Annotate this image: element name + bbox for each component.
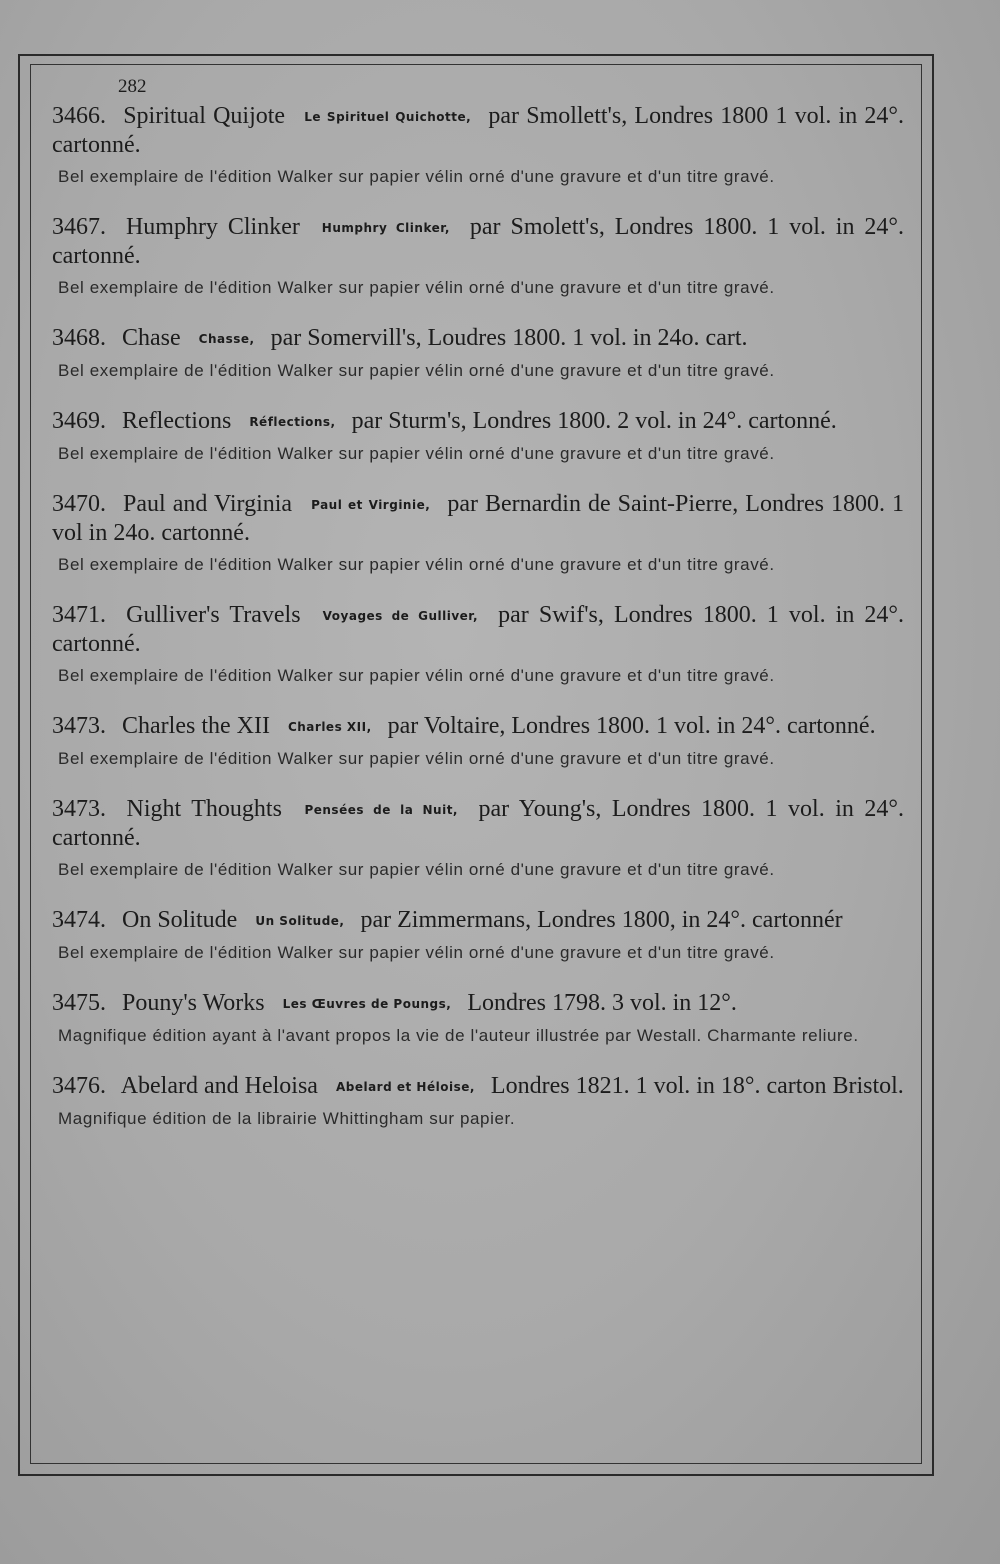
title-english: Spiritual Quijote bbox=[123, 103, 286, 129]
lot-number: 3473. bbox=[52, 796, 106, 822]
entry-note: Bel exemplaire de l'édition Walker sur papier vélin orné d'une gravure et d'un titre gravé. bbox=[58, 666, 775, 685]
entry-details: par Bernardin de Saint-Pierre, Londres 1800. 1 vol in 24o. cartonné. bbox=[52, 491, 905, 546]
title-english: Humphry Clinker bbox=[125, 214, 300, 240]
entry-title-line bbox=[52, 407, 904, 436]
entry-title-line bbox=[52, 601, 904, 658]
catalog-entry bbox=[48, 1072, 904, 1131]
entry-title-line bbox=[52, 1072, 904, 1101]
catalog-entry bbox=[48, 712, 904, 771]
catalog-entry bbox=[48, 407, 904, 466]
entry-title-line bbox=[52, 102, 904, 159]
entry-note: Bel exemplaire de l'édition Walker sur papier vélin orné d'une gravure et d'un titre gravé. bbox=[58, 361, 775, 380]
entry-title-line bbox=[52, 324, 904, 353]
title-english: Night Thoughts bbox=[126, 796, 282, 822]
entry-details: par Smollett's, Londres 1800 1 vol. in 24°. cartonné. bbox=[52, 103, 904, 158]
entry-title-line bbox=[52, 989, 904, 1018]
lot-number: 3468. bbox=[52, 325, 106, 351]
entry-note: Bel exemplaire de l'édition Walker sur papier vélin orné d'une gravure et d'un titre gravé. bbox=[58, 167, 775, 186]
title-french: Les Œuvres de Poungs, bbox=[282, 997, 452, 1011]
page-content bbox=[48, 74, 904, 1155]
entry-title-line bbox=[52, 490, 904, 547]
entry-title-line bbox=[52, 712, 904, 741]
catalog-entry bbox=[48, 795, 904, 882]
entry-note: Bel exemplaire de l'édition Walker sur papier vélin orné d'une gravure et d'un titre gravé. bbox=[58, 943, 775, 962]
lot-number: 3467. bbox=[52, 214, 106, 240]
title-french: Humphry Clinker, bbox=[321, 221, 450, 235]
entry-details: par Voltaire, Londres 1800. 1 vol. in 24°. cartonné. bbox=[387, 713, 876, 739]
title-english: Abelard and Heloisa bbox=[120, 1073, 318, 1099]
lot-number: 3470. bbox=[52, 491, 106, 517]
entry-details: par Young's, Londres 1800. 1 vol. in 24°. cartonné. bbox=[52, 796, 905, 851]
entry-details: Londres 1798. 3 vol. in 12°. bbox=[467, 990, 737, 1016]
title-french: Charles XII, bbox=[287, 720, 372, 734]
entry-note: Bel exemplaire de l'édition Walker sur papier vélin orné d'une gravure et d'un titre gravé. bbox=[58, 278, 775, 297]
title-french: Abelard et Héloise, bbox=[335, 1080, 475, 1094]
title-french: Pensées de la Nuit, bbox=[304, 803, 458, 817]
lot-number: 3473. bbox=[52, 713, 106, 739]
title-english: Charles the XII bbox=[122, 713, 270, 739]
title-english: Pouny's Works bbox=[122, 990, 265, 1016]
title-french: Réflections, bbox=[249, 415, 336, 429]
entry-note: Bel exemplaire de l'édition Walker sur papier vélin orné d'une gravure et d'un titre gravé. bbox=[58, 444, 775, 463]
entry-title-line bbox=[52, 906, 904, 935]
entry-list bbox=[48, 102, 904, 1131]
entry-note: Magnifique édition de la librairie Whittingham sur papier. bbox=[58, 1109, 516, 1128]
title-english: On Solitude bbox=[122, 907, 238, 933]
entry-details: par Smolett's, Londres 1800. 1 vol. in 24°. cartonné. bbox=[52, 214, 905, 269]
catalog-entry bbox=[48, 601, 904, 688]
entry-details: par Zimmermans, Londres 1800, in 24°. cartonnér bbox=[360, 907, 843, 933]
entry-note: Magnifique édition ayant à l'avant propos la vie de l'auteur illustrée par Westall. Charmante reliure. bbox=[58, 1026, 859, 1045]
title-french: Un Solitude, bbox=[255, 914, 345, 928]
catalog-entry bbox=[48, 906, 904, 965]
entry-note: Bel exemplaire de l'édition Walker sur papier vélin orné d'une gravure et d'un titre gravé. bbox=[58, 749, 775, 768]
entry-title-line bbox=[52, 213, 904, 270]
title-english: Gulliver's Travels bbox=[126, 602, 301, 628]
lot-number: 3471. bbox=[52, 602, 106, 628]
catalog-entry bbox=[48, 102, 904, 189]
catalog-entry bbox=[48, 989, 904, 1048]
entry-details: par Somervill's, Loudres 1800. 1 vol. in 24o. cart. bbox=[270, 325, 748, 351]
catalog-entry bbox=[48, 490, 904, 577]
catalog-entry bbox=[48, 324, 904, 383]
lot-number: 3466. bbox=[52, 103, 106, 129]
title-french: Chasse, bbox=[198, 332, 255, 346]
lot-number: 3475. bbox=[52, 990, 106, 1016]
entry-title-line bbox=[52, 795, 904, 852]
catalog-entry bbox=[48, 213, 904, 300]
entry-details: Londres 1821. 1 vol. in 18°. carton Bristol. bbox=[490, 1073, 904, 1099]
lot-number: 3474. bbox=[52, 907, 106, 933]
page-number: 282 bbox=[118, 76, 147, 97]
title-english: Chase bbox=[122, 325, 181, 351]
entry-details: par Swif's, Londres 1800. 1 vol. in 24°. cartonné. bbox=[52, 602, 905, 657]
entry-note: Bel exemplaire de l'édition Walker sur papier vélin orné d'une gravure et d'un titre gravé. bbox=[58, 860, 775, 879]
title-french: Voyages de Gulliver, bbox=[322, 609, 479, 623]
title-english: Paul and Virginia bbox=[123, 491, 293, 517]
lot-number: 3476. bbox=[52, 1073, 106, 1099]
title-french: Paul et Virginie, bbox=[311, 498, 431, 512]
entry-note: Bel exemplaire de l'édition Walker sur papier vélin orné d'une gravure et d'un titre gravé. bbox=[58, 555, 775, 574]
entry-details: par Sturm's, Londres 1800. 2 vol. in 24°. cartonné. bbox=[351, 408, 837, 434]
title-english: Reflections bbox=[122, 408, 232, 434]
lot-number: 3469. bbox=[52, 408, 106, 434]
title-french: Le Spirituel Quichotte, bbox=[304, 110, 472, 124]
